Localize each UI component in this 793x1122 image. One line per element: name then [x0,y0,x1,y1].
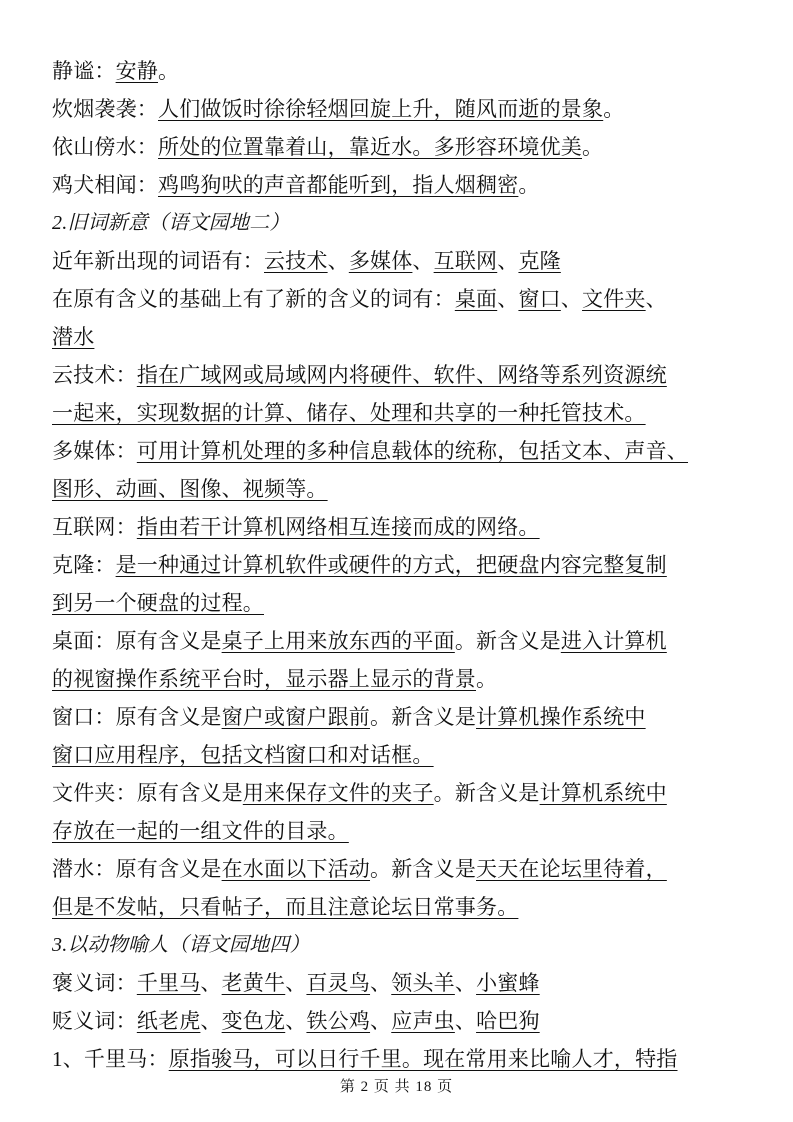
underlined-text: 图形、动画、图像、视频等。 [52,477,328,501]
plain-text: 。 [518,173,540,197]
underlined-text: 指由若干计算机网络相互连接而成的网络。 [136,515,540,539]
plain-text: 贬义词： [52,1009,137,1033]
plain-text: 、 [412,249,434,273]
text-line [52,356,737,394]
text-line [52,470,737,508]
text-line [52,660,737,698]
text-line [52,736,737,774]
underlined-text: 桌面 [454,287,498,311]
plain-text: 克隆： [52,553,116,577]
section-heading [52,204,737,242]
underlined-text: 老黄牛 [221,971,286,995]
plain-text: 云技术： [52,363,137,387]
text-line [52,508,737,546]
underlined-text: 铁公鸡 [306,1009,371,1033]
plain-text: 。 [582,135,604,159]
underlined-text: 窗口应用程序，包括文档窗口和对话框。 [52,743,434,767]
plain-text: 。新含义是 [370,857,477,881]
plain-text: 3.以动物喻人（语文园地四） [52,934,310,956]
underlined-text: 百灵鸟 [306,971,371,995]
text-line [52,964,737,1002]
text-line [52,812,737,850]
underlined-text: 所处的位置靠着山，靠近水。多形容环境优美 [158,135,582,159]
underlined-text: 人们做饭时徐徐轻烟回旋上升，随风而逝的景象 [158,97,604,121]
plain-text: 多媒体： [52,439,137,463]
plain-text: 互联网： [52,515,137,539]
underlined-text: 在水面以下活动 [221,857,371,881]
underlined-text: 是一种通过计算机软件或硬件的方式，把硬盘内容完整复制 [115,553,667,577]
text-line [52,394,737,432]
underlined-text: 一起来，实现数据的计算、储存、处理和共享的一种托管技术。 [52,401,646,425]
plain-text: 。 [603,97,625,121]
plain-text: 桌面：原有含义是 [52,629,222,653]
plain-text: 窗口：原有含义是 [52,705,222,729]
text-line [52,242,737,280]
plain-text: 、 [327,249,349,273]
text-line [52,622,737,660]
plain-text: 、 [285,971,307,995]
plain-text: 。新含义是 [370,705,477,729]
underlined-text: 领头羊 [391,971,455,995]
text-line [52,166,737,204]
text-line [52,432,737,470]
plain-text: 在原有含义的基础上有了新的含义的词有： [52,287,455,311]
underlined-text: 可用计算机处理的多种信息载体的统称，包括文本、声音、 [136,439,689,463]
underlined-text: 变色龙 [221,1009,286,1033]
underlined-text: 安静 [115,59,159,83]
underlined-text: 鸡鸣狗吠的声音都能听到，指人烟稠密 [158,173,519,197]
text-line [52,774,737,812]
text-line [52,90,737,128]
plain-text: 文件夹：原有含义是 [52,781,243,805]
plain-text: 、 [370,971,392,995]
text-line [52,280,737,318]
underlined-text: 纸老虎 [136,1009,201,1033]
plain-text: 潜水：原有含义是 [52,857,222,881]
plain-text: 2.旧词新意（语文园地二） [52,212,290,234]
underlined-text: 小蜜蜂 [476,971,540,995]
plain-text: 。新含义是 [433,781,540,805]
plain-text: 近年新出现的词语有： [52,249,264,273]
underlined-text: 存放在一起的一组文件的目录。 [52,819,349,843]
underlined-text: 的视窗操作系统平台时，显示器上显示的背景 [52,667,476,691]
plain-text: 褒义词： [52,971,137,995]
plain-text: 炊烟袭袭： [52,97,158,121]
plain-text: 、 [454,1009,477,1033]
plain-text: 、 [370,1009,392,1033]
text-line [52,318,737,356]
underlined-text: 原指骏马，可以日行千里。现在常用来比喻人才，特指 [168,1047,678,1071]
underlined-text: 用来保存文件的夹子 [242,781,434,805]
plain-text: 、 [454,971,477,995]
underlined-text: 潜水 [52,325,95,349]
document-body [52,52,737,1078]
plain-text: 。 [476,667,498,691]
text-line [52,850,737,888]
text-line [52,128,737,166]
plain-text: 、 [497,249,519,273]
plain-text: 、 [560,287,583,311]
underlined-text: 窗口 [518,287,561,311]
text-line [52,546,737,584]
underlined-text: 但是不发帖，只看帖子，而且注意论坛日常事务。 [52,895,519,919]
underlined-text: 窗户或窗户跟前 [221,705,371,729]
underlined-text: 天天在论坛里待着， [476,857,667,881]
page-footer: 第 2 页 共 18 页 [339,1079,454,1095]
plain-text: 、 [200,971,222,995]
underlined-text: 应声虫 [391,1009,455,1033]
plain-text: 1、千里马： [52,1047,169,1071]
text-line [52,52,737,90]
plain-text: 、 [645,287,667,311]
underlined-text: 千里马 [136,971,201,995]
underlined-text: 计算机操作系统中 [476,705,646,729]
underlined-text: 指在广域网或局域网内将硬件、软件、网络等系列资源统 [136,363,667,387]
underlined-text: 克隆 [518,249,561,273]
text-line [52,584,737,622]
text-line [52,1002,737,1040]
underlined-text: 互联网 [433,249,498,273]
plain-text: 鸡犬相闻： [52,173,158,197]
section-heading [52,926,737,964]
underlined-text: 计算机系统中 [539,781,667,805]
plain-text: 。 [158,59,180,83]
plain-text: 、 [200,1009,222,1033]
underlined-text: 文件夹 [582,287,646,311]
plain-text: 、 [497,287,519,311]
text-line [52,888,737,926]
underlined-text: 哈巴狗 [476,1009,540,1033]
plain-text: 、 [285,1009,307,1033]
text-line [52,698,737,736]
underlined-text: 云技术 [264,249,328,273]
plain-text: 依山傍水： [52,135,158,159]
plain-text: 静谧： [52,59,116,83]
underlined-text: 到另一个硬盘的过程。 [52,591,264,615]
underlined-text: 多媒体 [348,249,413,273]
plain-text: 。新含义是 [454,629,561,653]
text-line [52,1040,737,1078]
underlined-text: 桌子上用来放东西的平面 [221,629,455,653]
underlined-text: 进入计算机 [560,629,667,653]
